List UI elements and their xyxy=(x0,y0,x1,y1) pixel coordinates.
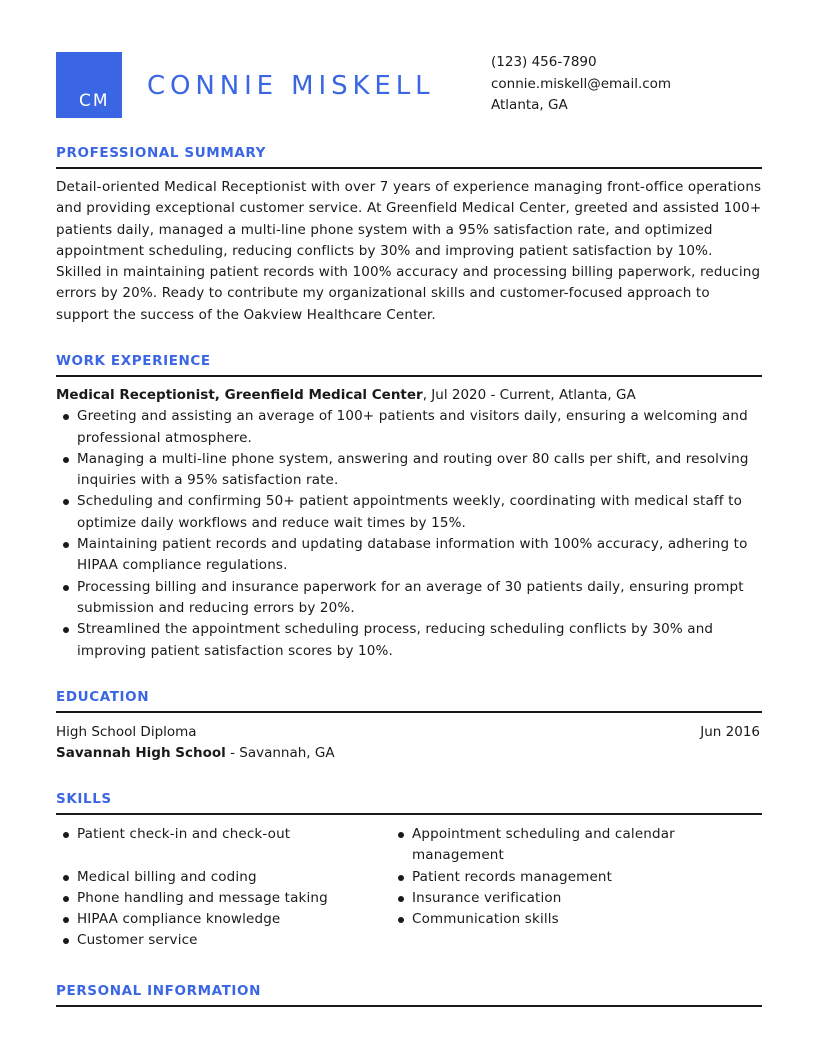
skills-grid xyxy=(56,824,762,954)
skill-item: Medical billing and coding xyxy=(56,867,386,888)
skill-item: Phone handling and message taking xyxy=(56,888,386,909)
summary-text: Detail-oriented Medical Receptionist with over 7 years of experience managing front-office operations and providing exceptional customer service. At Greenfield Medical Center, greeted and assisted 100+ patients daily, managed a multi-line phone system with a 95% satisfaction rate, and optimized appointment scheduling, reducing conflicts by 30% and improving patient satisfaction by 10%. Skilled in maintaining patient records with 100% accuracy and processing billing paperwork, reducing errors by 20%. Ready to contribute my organizational skills and customer-focused approach to support the success of the Oakview Healthcare Center. xyxy=(56,179,762,323)
list-item: Scheduling and confirming 50+ patient appointments weekly, coordinating with medical staff to optimize daily workflows and reduce wait times by 15%. xyxy=(56,491,762,534)
job-company: Greenfield Medical Center xyxy=(224,387,423,403)
education-date: Jun 2016 xyxy=(700,724,760,740)
list-item: Maintaining patient records and updating database information with 100% accuracy, adhering to HIPAA compliance regulations. xyxy=(56,534,762,577)
location: Atlanta, GA xyxy=(491,97,568,113)
section-title-education: EDUCATION xyxy=(56,689,150,705)
phone-number: (123) 456-7890 xyxy=(491,54,597,70)
section-title-skills: SKILLS xyxy=(56,791,112,807)
education-section xyxy=(56,689,762,765)
section-divider xyxy=(56,1005,762,1007)
skill-item: Communication skills xyxy=(391,909,721,930)
list-item: Managing a multi-line phone system, answering and routing over 80 calls per shift, and resolving inquiries with a 95% satisfaction rate. xyxy=(56,449,762,492)
skill-item: Insurance verification xyxy=(391,888,721,909)
skill-item: Appointment scheduling and calendar management xyxy=(391,824,702,867)
resume-page xyxy=(56,52,762,999)
job-separator: , xyxy=(214,387,225,403)
section-divider xyxy=(56,813,762,815)
section-divider xyxy=(56,711,762,713)
experience-section xyxy=(56,353,762,662)
monogram-badge: CM xyxy=(56,52,122,118)
contact-block xyxy=(491,52,671,117)
skill-item: Patient check-in and check-out xyxy=(56,824,386,845)
skill-item: Patient records management xyxy=(391,867,721,888)
section-title-experience: WORK EXPERIENCE xyxy=(56,353,211,369)
section-divider xyxy=(56,375,762,377)
job-header xyxy=(56,385,762,406)
job-details: , Jul 2020 - Current, Atlanta, GA xyxy=(422,387,636,403)
skills-column-right xyxy=(391,824,721,930)
list-item: Streamlined the appointment scheduling process, reducing scheduling conflicts by 30% and improving patient satisfaction scores by 10%. xyxy=(56,619,762,662)
section-divider xyxy=(56,167,762,169)
school-name: Savannah High School xyxy=(56,745,226,762)
candidate-name: CONNIE MISKELL xyxy=(147,71,435,101)
section-title-summary: PROFESSIONAL SUMMARY xyxy=(56,145,267,161)
summary-section xyxy=(56,145,762,326)
skills-column-left xyxy=(56,824,386,952)
skill-item: HIPAA compliance knowledge xyxy=(56,909,386,930)
skills-section xyxy=(56,791,762,954)
degree: High School Diploma xyxy=(56,724,197,740)
skill-item: Customer service xyxy=(56,930,386,951)
school-location: - Savannah, GA xyxy=(225,745,335,762)
section-title-personal: PERSONAL INFORMATION xyxy=(56,983,262,999)
job-bullet-list xyxy=(56,406,762,662)
resume-header xyxy=(56,52,762,118)
list-item: Greeting and assisting an average of 100+ patients and visitors daily, ensuring a welcoming and professional atmosphere. xyxy=(56,406,762,449)
job-role: Medical Receptionist xyxy=(56,387,215,403)
personal-section xyxy=(56,983,762,1007)
education-entry xyxy=(56,722,762,765)
email-address: connie.miskell@email.com xyxy=(491,75,672,92)
list-item: Processing billing and insurance paperwork for an average of 30 patients daily, ensuring prompt submission and reducing errors by 20%. xyxy=(56,577,762,620)
